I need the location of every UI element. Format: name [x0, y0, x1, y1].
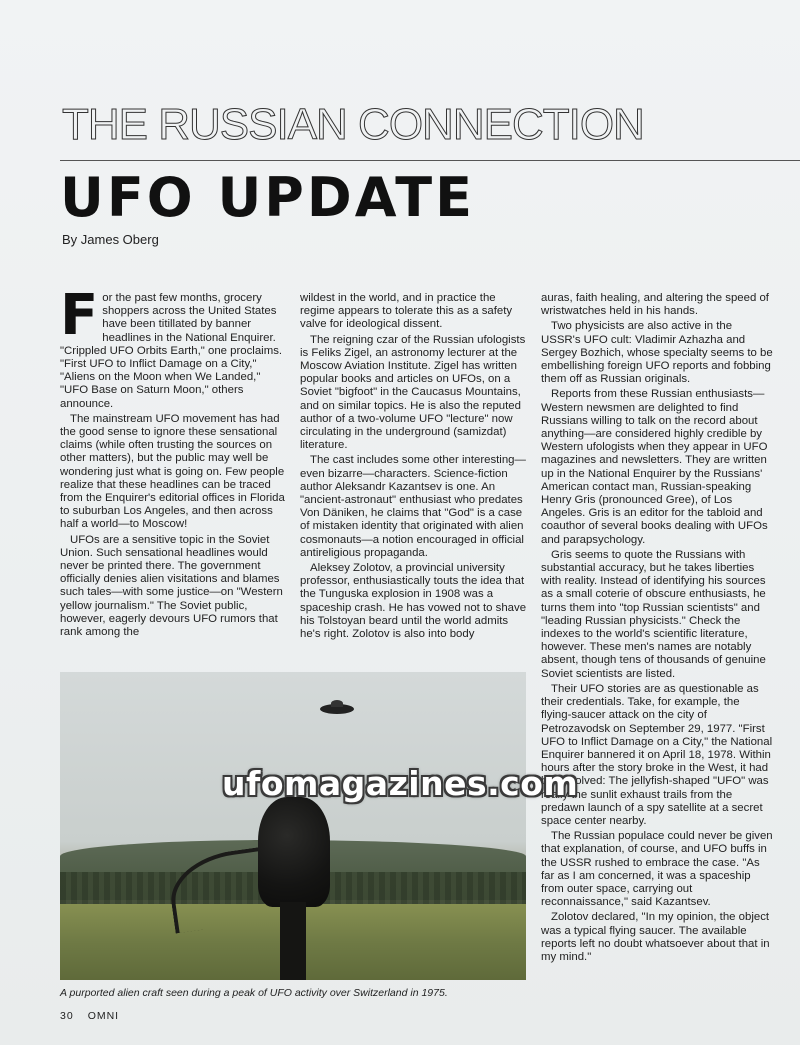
drop-cap: F	[60, 283, 99, 348]
paragraph: Their UFO stories are as questionable as their credentials. Take, for example, the flying-saucer attack on the city of Petrozavodsk on September 29, 1977. "First UFO to Inflict Damage on a City," the National Enquirer bannered it on April 18, 1978. Within hours after the story broke in the West, it had been solved: The jellyfish-shaped "UFO" was really the sunlit exhaust trails from the predawn launch of a spy satellite at a secret space center nearby.	[541, 682, 773, 827]
paragraph: The cast includes some other interesting—even bizarre—characters. Science-fiction author Aleksandr Kazantsev is one. An "ancient-astronaut" enthusiast who predates Von Däniken, he claims that "God" is a case of mistaken identity that originated with alien cosmonauts—a notion encouraged in official antireligious propaganda.	[300, 454, 526, 559]
paragraph: UFOs are a sensitive topic in the Soviet Union. Such sensational headlines would never be printed there. The government officially denies alien visitations and blames such tales—with some justice—on "Western yellow journalism." The Soviet public, however, eagerly devours UFO rumors that rank among the	[60, 533, 283, 639]
foreground-lamp	[258, 797, 330, 907]
text-column-2	[300, 292, 528, 643]
text-column-3	[541, 292, 773, 966]
article-byline: By James Oberg	[62, 232, 159, 247]
ufo-photograph	[60, 672, 526, 980]
flying-saucer	[320, 704, 354, 714]
paragraph: Gris seems to quote the Russians with substantial accuracy, but he takes liberties with reality. Instead of identifying his sources as a small coterie of obscure enthusiasts, he turns them into "top Russian scientists" and "leading Russian physicists." Check the indexes to the world's scientific literature, however. These men's names are notably absent, though tens of thousands of genuine Soviet scientists are listed.	[541, 548, 766, 680]
paragraph: For the past few months, grocery shoppers across the United States have been titillated by banner headlines in the National Enquirer. "Crippled UFO Orbits Earth," one proclaims. "First UFO to Inflict Damage on a City," "Aliens on the Moon when We Landed," "UFO Base on Saturn Moon," others announce.	[60, 283, 283, 410]
article-headline: UFO UPDATE	[60, 166, 476, 229]
page-folio	[60, 1010, 133, 1022]
page-number: 30	[60, 1010, 74, 1022]
site-watermark: ufomagazines.com	[222, 764, 579, 803]
paragraph: Zolotov declared, "In my opinion, the object was a typical flying saucer. The available reports left no doubt whatsoever about that in my mind."	[541, 911, 770, 963]
paragraph: auras, faith healing, and altering the speed of wristwatches held in his hands.	[541, 292, 769, 318]
paragraph: The reigning czar of the Russian ufologists is Feliks Zigel, an astronomy lecturer at the Moscow Aviation Institute. Zigel has written popular books and articles on UFOs, on a Soviet "bigfoot" in the Caucasus Mountains, and on similar topics. He is also the reputed author of a two-volume UFO "lecture" now circulating in the underground (samizdat) literature.	[300, 333, 526, 452]
paragraph: The mainstream UFO movement has had the good sense to ignore these sensational claims (while often trusting the sources on other matters), but the public may well be wondering just what is going on. Few people realize that these headlines can be traced from the Enquirer's editorial offices in Florida to suburban Los Angeles, and then across half a world—to Moscow!	[60, 412, 285, 531]
article-kicker: THE RUSSIAN CONNECTION	[62, 100, 644, 149]
photo-caption: A purported alien craft seen during a peak of UFO activity over Switzerland in 1975.	[60, 987, 448, 999]
paragraph: Two physicists are also active in the USSR's UFO cult: Vladimir Azhazha and Sergey Bozhich, whose specialty seems to be embellishing foreign UFO reports and fobbing them off as Russian originals.	[541, 320, 773, 386]
title-rule	[60, 160, 800, 161]
paragraph: Aleksey Zolotov, a provincial university professor, enthusiastically touts the idea that the Tunguska explosion in 1908 was a spaceship crash. He has vowed not to shave his Tolstoyan beard until the world admits he's right. Zolotov is also into body	[300, 562, 527, 641]
paragraph: The Russian populace could never be given that explanation, of course, and UFO buffs in the USSR rushed to embrace the case. "As far as I am concerned, it was a spaceship from outer space, carrying out reconnaissance," said Kazantsev.	[541, 830, 773, 909]
paragraph: Reports from these Russian enthusiasts—Western newsmen are delighted to find Russians willing to talk on the record about anything—are considered highly credible by Western ufologists when they appear in UFO magazines and newsletters. They are written up in the National Enquirer by the Russians' American contact man, Russian-speaking Henry Gris (pronounced Gree), of Los Angeles. Gris is an editor for the tabloid and coauthor of several books dealing with UFOs and parapsychology.	[541, 388, 768, 546]
magazine-name: OMNI	[87, 1010, 120, 1022]
paragraph: wildest in the world, and in practice the regime appears to tolerate this as a safety valve for ideological dissent.	[300, 292, 513, 331]
text-column-1	[60, 283, 286, 641]
lamp-pole	[280, 902, 306, 980]
